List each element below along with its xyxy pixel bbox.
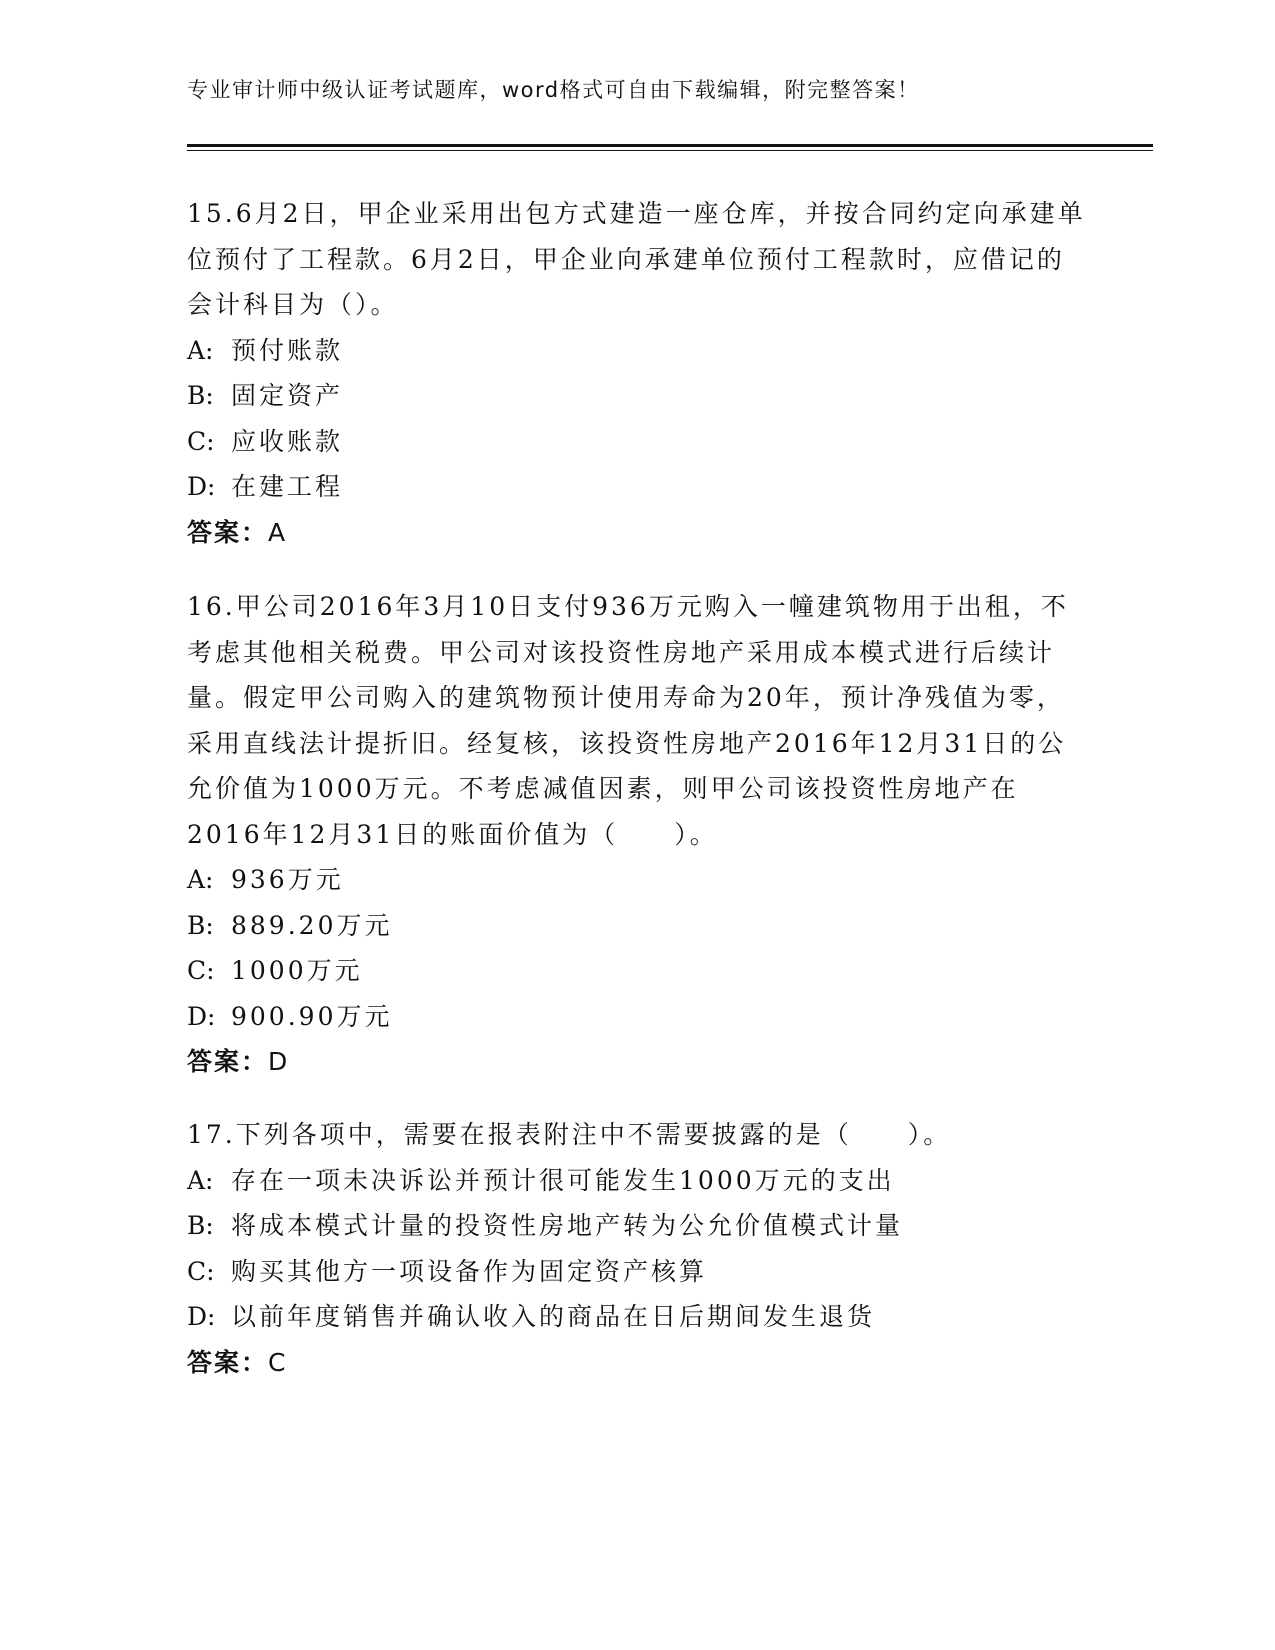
option-d (187, 1294, 1087, 1340)
option-text: 购买其他方一项设备作为固定资产核算 (231, 1256, 708, 1286)
option-text: 900.90万元 (231, 1001, 393, 1031)
option-text: 固定资产 (231, 381, 344, 410)
answer-label: 答案： (187, 1347, 269, 1377)
option-text: 预付账款 (231, 335, 344, 365)
option-letter: A: (187, 1165, 214, 1195)
answer-line (187, 510, 1087, 556)
option-c (187, 419, 1087, 465)
option-text: 936万元 (231, 865, 344, 894)
question-17 (187, 1112, 1087, 1385)
option-c (187, 948, 1087, 994)
question-16 (187, 584, 1087, 1085)
option-a (187, 1158, 1087, 1204)
question-stem: 15.6月2日，甲企业采用出包方式建造一座仓库，并按合同约定向承建单位预付了工程款。6月2日，甲企业向承建单位预付工程款时，应借记的会计科目为（）。 (187, 199, 1086, 319)
option-letter: B: (187, 910, 214, 940)
option-text: 889.20万元 (231, 910, 393, 940)
option-letter: C: (187, 1256, 215, 1286)
option-d (187, 994, 1087, 1040)
option-a (187, 328, 1087, 374)
answer-label: 答案： (187, 517, 269, 547)
option-letter: B: (187, 1211, 214, 1240)
question-stem: 17.下列各项中，需要在报表附注中不需要披露的是（ ）。 (187, 1120, 952, 1149)
option-b (187, 373, 1087, 419)
question-15 (187, 191, 1087, 555)
option-text: 1000万元 (231, 956, 363, 985)
option-text: 在建工程 (231, 472, 344, 501)
option-text: 应收账款 (231, 426, 344, 456)
option-text: 以前年度销售并确认收入的商品在日后期间发生退货 (231, 1302, 876, 1331)
header-divider-thin (187, 150, 1153, 151)
answer-label: 答案： (187, 1047, 269, 1076)
option-letter: D: (187, 472, 216, 501)
option-d (187, 464, 1087, 510)
option-c (187, 1249, 1087, 1295)
option-b (187, 1203, 1087, 1249)
answer-line (187, 1340, 1087, 1386)
question-stem: 16.甲公司2016年3月10日支付936万元购入一幢建筑物用于出租，不考虑其他相关税费。甲公司对该投资性房地产采用成本模式进行后续计量。假定甲公司购入的建筑物预计使用寿命为20年，预计净残值为零，采用直线法计提折旧。经复核，该投资性房地产2016年12月31日的公允价值为1000万元。不考虑减值因素，则甲公司该投资性房地产在2016年12月31日的账面价值为（ ）。 (187, 592, 1069, 849)
option-letter: C: (187, 956, 215, 985)
answer-line (187, 1039, 1087, 1085)
option-letter: A: (187, 865, 214, 894)
option-a (187, 857, 1087, 903)
option-letter: D: (187, 1302, 216, 1331)
answer-value: C (268, 1347, 286, 1377)
option-text: 将成本模式计量的投资性房地产转为公允价值模式计量 (231, 1211, 904, 1240)
option-letter: B: (187, 381, 214, 410)
header-divider-thick (187, 144, 1153, 147)
option-letter: D: (187, 1001, 216, 1031)
option-letter: C: (187, 426, 215, 456)
option-b (187, 903, 1087, 949)
option-text: 存在一项未决诉讼并预计很可能发生1000万元的支出 (231, 1165, 895, 1195)
answer-value: A (268, 517, 286, 547)
option-letter: A: (187, 335, 214, 365)
page-header: 专业审计师中级认证考试题库，word格式可自由下载编辑，附完整答案！ (187, 78, 920, 102)
answer-value: D (268, 1047, 288, 1076)
